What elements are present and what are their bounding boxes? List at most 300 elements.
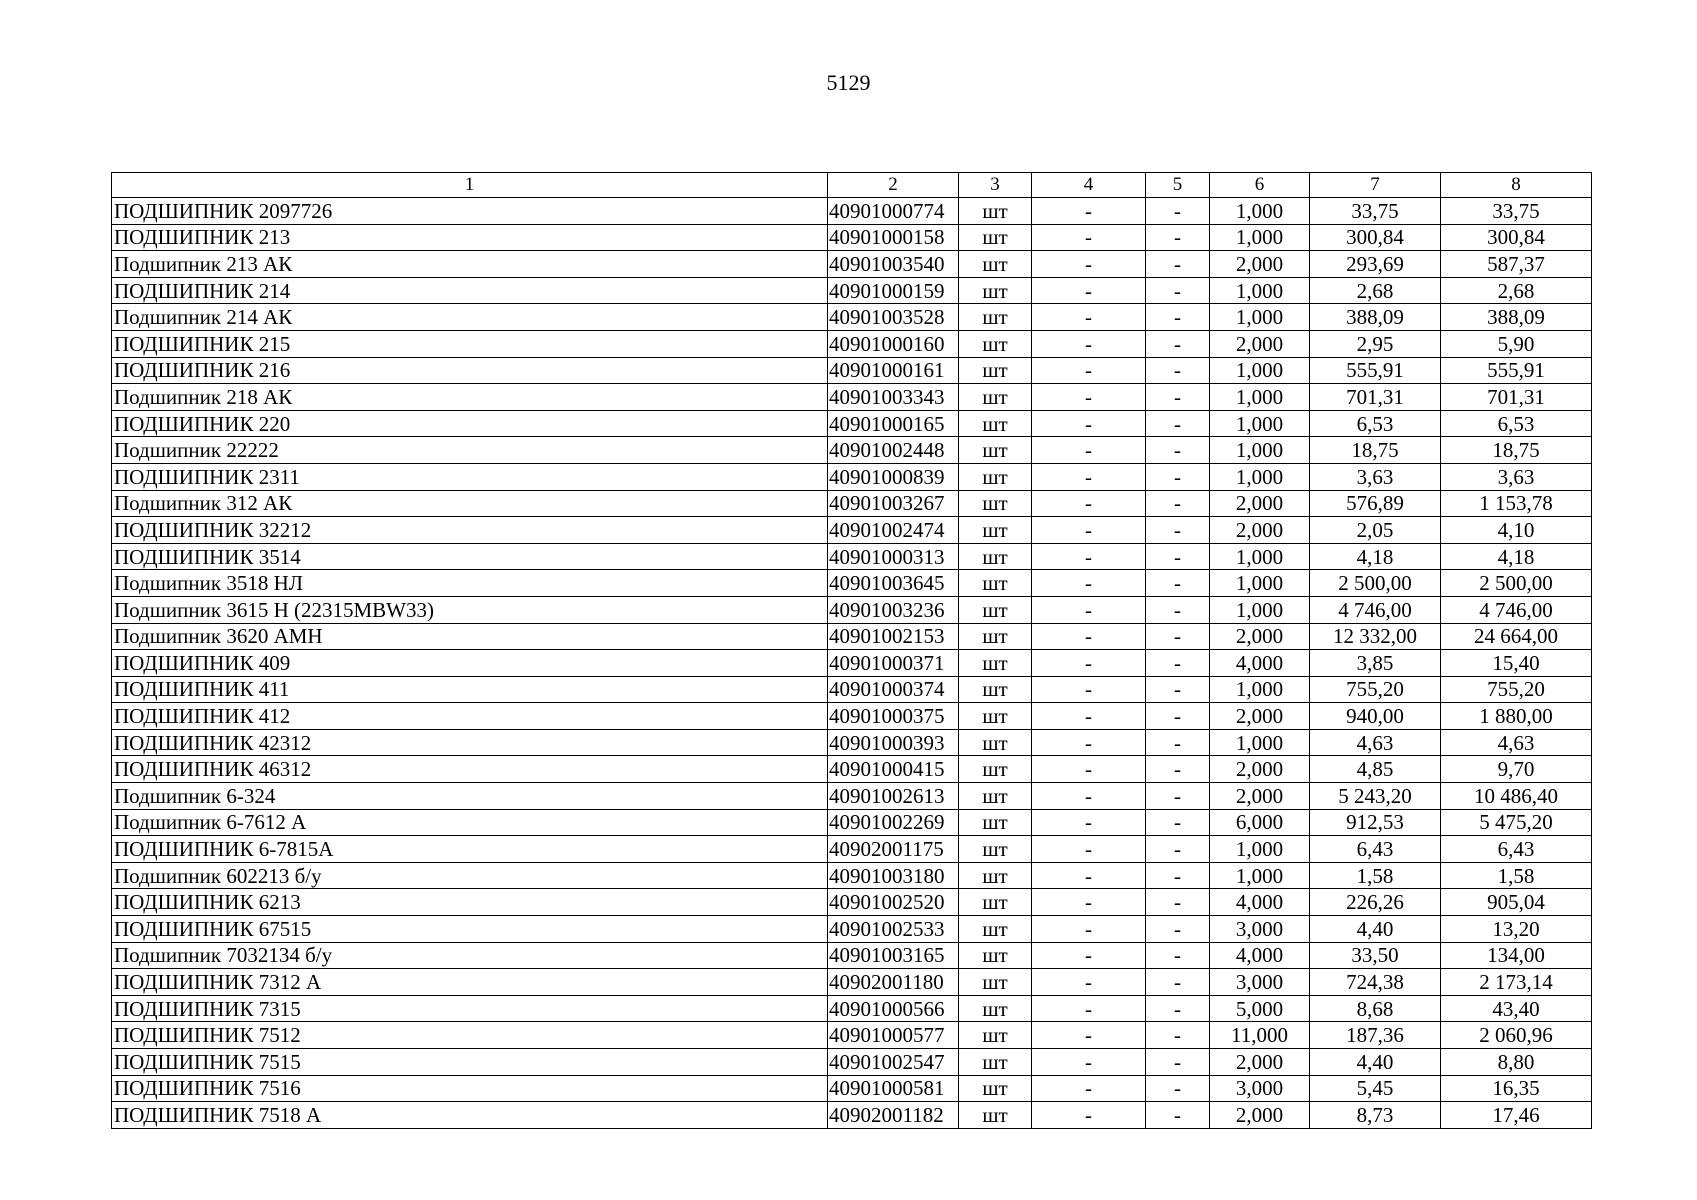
price-cell: 8,73	[1310, 1102, 1441, 1129]
item-code-cell: 40901003180	[828, 862, 959, 889]
sum-cell: 5 475,20	[1441, 809, 1592, 836]
price-cell: 2,68	[1310, 277, 1441, 304]
table-row	[112, 623, 1592, 650]
unit-cell: шт	[959, 969, 1032, 996]
table-row	[112, 517, 1592, 544]
column-header: 4	[1032, 173, 1146, 198]
unit-cell: шт	[959, 277, 1032, 304]
column-5-cell: -	[1146, 437, 1210, 464]
item-code-cell: 40901003236	[828, 596, 959, 623]
quantity-cell: 6,000	[1210, 809, 1310, 836]
column-5-cell: -	[1146, 729, 1210, 756]
price-cell: 2,95	[1310, 330, 1441, 357]
price-cell: 5 243,20	[1310, 783, 1441, 810]
quantity-cell: 1,000	[1210, 862, 1310, 889]
price-cell: 4,85	[1310, 756, 1441, 783]
item-name-cell: ПОДШИПНИК 409	[112, 650, 828, 677]
column-5-cell: -	[1146, 463, 1210, 490]
item-name-cell: ПОДШИПНИК 32212	[112, 517, 828, 544]
item-name-cell: Подшипник 214 АК	[112, 304, 828, 331]
table-row	[112, 570, 1592, 597]
price-cell: 701,31	[1310, 384, 1441, 411]
column-5-cell: -	[1146, 650, 1210, 677]
item-code-cell: 40901000313	[828, 543, 959, 570]
page-number: 5129	[826, 70, 871, 95]
column-4-cell: -	[1032, 889, 1146, 916]
price-cell: 18,75	[1310, 437, 1441, 464]
quantity-cell: 2,000	[1210, 1049, 1310, 1076]
table-row	[112, 437, 1592, 464]
column-5-cell: -	[1146, 809, 1210, 836]
item-name-cell: ПОДШИПНИК 7516	[112, 1075, 828, 1102]
column-header: 3	[959, 173, 1032, 198]
column-4-cell: -	[1032, 916, 1146, 943]
table-row	[112, 969, 1592, 996]
item-code-cell: 40901000375	[828, 703, 959, 730]
column-5-cell: -	[1146, 330, 1210, 357]
sum-cell: 6,43	[1441, 836, 1592, 863]
unit-cell: шт	[959, 1102, 1032, 1129]
quantity-cell: 2,000	[1210, 517, 1310, 544]
sum-cell: 587,37	[1441, 251, 1592, 278]
sum-cell: 755,20	[1441, 676, 1592, 703]
column-5-cell: -	[1146, 756, 1210, 783]
unit-cell: шт	[959, 304, 1032, 331]
price-cell: 8,68	[1310, 995, 1441, 1022]
unit-cell: шт	[959, 1075, 1032, 1102]
price-cell: 6,53	[1310, 410, 1441, 437]
sum-cell: 2 060,96	[1441, 1022, 1592, 1049]
item-code-cell: 40901002533	[828, 916, 959, 943]
unit-cell: шт	[959, 596, 1032, 623]
quantity-cell: 5,000	[1210, 995, 1310, 1022]
item-name-cell: Подшипник 6-7612 А	[112, 809, 828, 836]
price-cell: 4,40	[1310, 916, 1441, 943]
sum-cell: 18,75	[1441, 437, 1592, 464]
item-name-cell: ПОДШИПНИК 220	[112, 410, 828, 437]
column-5-cell: -	[1146, 836, 1210, 863]
column-4-cell: -	[1032, 783, 1146, 810]
column-5-cell: -	[1146, 277, 1210, 304]
column-4-cell: -	[1032, 862, 1146, 889]
column-header: 7	[1310, 173, 1441, 198]
price-cell: 4,18	[1310, 543, 1441, 570]
price-cell: 4 746,00	[1310, 596, 1441, 623]
table-row	[112, 916, 1592, 943]
unit-cell: шт	[959, 463, 1032, 490]
quantity-cell: 2,000	[1210, 623, 1310, 650]
column-4-cell: -	[1032, 703, 1146, 730]
column-5-cell: -	[1146, 703, 1210, 730]
column-5-cell: -	[1146, 676, 1210, 703]
table-row	[112, 995, 1592, 1022]
column-4-cell: -	[1032, 437, 1146, 464]
unit-cell: шт	[959, 756, 1032, 783]
column-4-cell: -	[1032, 596, 1146, 623]
column-4-cell: -	[1032, 330, 1146, 357]
unit-cell: шт	[959, 517, 1032, 544]
inventory-table	[111, 172, 1592, 1129]
price-cell: 5,45	[1310, 1075, 1441, 1102]
item-name-cell: ПОДШИПНИК 6213	[112, 889, 828, 916]
sum-cell: 1 153,78	[1441, 490, 1592, 517]
price-cell: 555,91	[1310, 357, 1441, 384]
item-code-cell: 40901002613	[828, 783, 959, 810]
table-row	[112, 251, 1592, 278]
table-row	[112, 862, 1592, 889]
quantity-cell: 2,000	[1210, 1102, 1310, 1129]
sum-cell: 17,46	[1441, 1102, 1592, 1129]
sum-cell: 6,53	[1441, 410, 1592, 437]
item-code-cell: 40901000161	[828, 357, 959, 384]
item-code-cell: 40901002448	[828, 437, 959, 464]
price-cell: 3,85	[1310, 650, 1441, 677]
column-5-cell: -	[1146, 916, 1210, 943]
item-code-cell: 40902001180	[828, 969, 959, 996]
column-4-cell: -	[1032, 995, 1146, 1022]
table-row	[112, 650, 1592, 677]
table-row	[112, 224, 1592, 251]
quantity-cell: 2,000	[1210, 330, 1310, 357]
quantity-cell: 2,000	[1210, 490, 1310, 517]
price-cell: 940,00	[1310, 703, 1441, 730]
quantity-cell: 1,000	[1210, 304, 1310, 331]
quantity-cell: 1,000	[1210, 729, 1310, 756]
table-row	[112, 490, 1592, 517]
column-4-cell: -	[1032, 676, 1146, 703]
table-row	[112, 809, 1592, 836]
column-4-cell: -	[1032, 224, 1146, 251]
table-row	[112, 1102, 1592, 1129]
table-row	[112, 277, 1592, 304]
quantity-cell: 2,000	[1210, 756, 1310, 783]
unit-cell: шт	[959, 437, 1032, 464]
quantity-cell: 1,000	[1210, 836, 1310, 863]
table-row	[112, 410, 1592, 437]
price-cell: 12 332,00	[1310, 623, 1441, 650]
item-name-cell: ПОДШИПНИК 412	[112, 703, 828, 730]
quantity-cell: 3,000	[1210, 1075, 1310, 1102]
item-code-cell: 40901002269	[828, 809, 959, 836]
item-code-cell: 40901000371	[828, 650, 959, 677]
table-row	[112, 703, 1592, 730]
column-4-cell: -	[1032, 809, 1146, 836]
column-4-cell: -	[1032, 729, 1146, 756]
quantity-cell: 3,000	[1210, 916, 1310, 943]
item-code-cell: 40901000566	[828, 995, 959, 1022]
table-row	[112, 596, 1592, 623]
item-name-cell: Подшипник 3518 НЛ	[112, 570, 828, 597]
column-4-cell: -	[1032, 277, 1146, 304]
quantity-cell: 1,000	[1210, 570, 1310, 597]
price-cell: 724,38	[1310, 969, 1441, 996]
item-code-cell: 40901002547	[828, 1049, 959, 1076]
column-4-cell: -	[1032, 198, 1146, 225]
column-5-cell: -	[1146, 251, 1210, 278]
sum-cell: 16,35	[1441, 1075, 1592, 1102]
column-4-cell: -	[1032, 836, 1146, 863]
unit-cell: шт	[959, 942, 1032, 969]
price-cell: 33,50	[1310, 942, 1441, 969]
item-code-cell: 40901003267	[828, 490, 959, 517]
unit-cell: шт	[959, 384, 1032, 411]
sum-cell: 3,63	[1441, 463, 1592, 490]
table-row	[112, 304, 1592, 331]
unit-cell: шт	[959, 783, 1032, 810]
column-5-cell: -	[1146, 995, 1210, 1022]
column-5-cell: -	[1146, 783, 1210, 810]
column-4-cell: -	[1032, 384, 1146, 411]
column-4-cell: -	[1032, 304, 1146, 331]
price-cell: 226,26	[1310, 889, 1441, 916]
table-row	[112, 783, 1592, 810]
column-header: 5	[1146, 173, 1210, 198]
item-name-cell: Подшипник 22222	[112, 437, 828, 464]
quantity-cell: 1,000	[1210, 463, 1310, 490]
column-5-cell: -	[1146, 942, 1210, 969]
sum-cell: 33,75	[1441, 198, 1592, 225]
table-row	[112, 463, 1592, 490]
column-header: 6	[1210, 173, 1310, 198]
unit-cell: шт	[959, 357, 1032, 384]
sum-cell: 2 500,00	[1441, 570, 1592, 597]
price-cell: 300,84	[1310, 224, 1441, 251]
sum-cell: 4,63	[1441, 729, 1592, 756]
column-header: 1	[112, 173, 828, 198]
column-4-cell: -	[1032, 1075, 1146, 1102]
quantity-cell: 2,000	[1210, 251, 1310, 278]
item-name-cell: ПОДШИПНИК 46312	[112, 756, 828, 783]
unit-cell: шт	[959, 729, 1032, 756]
column-5-cell: -	[1146, 1022, 1210, 1049]
unit-cell: шт	[959, 650, 1032, 677]
unit-cell: шт	[959, 623, 1032, 650]
table-row	[112, 836, 1592, 863]
price-cell: 3,63	[1310, 463, 1441, 490]
column-4-cell: -	[1032, 357, 1146, 384]
column-4-cell: -	[1032, 942, 1146, 969]
item-name-cell: ПОДШИПНИК 7518 А	[112, 1102, 828, 1129]
table-row	[112, 330, 1592, 357]
item-code-cell: 40901003645	[828, 570, 959, 597]
item-name-cell: Подшипник 218 АК	[112, 384, 828, 411]
item-name-cell: Подшипник 312 АК	[112, 490, 828, 517]
item-name-cell: ПОДШИПНИК 7312 А	[112, 969, 828, 996]
sum-cell: 13,20	[1441, 916, 1592, 943]
table-row	[112, 384, 1592, 411]
column-4-cell: -	[1032, 623, 1146, 650]
column-5-cell: -	[1146, 1075, 1210, 1102]
item-code-cell: 40901000393	[828, 729, 959, 756]
sum-cell: 8,80	[1441, 1049, 1592, 1076]
item-code-cell: 40901000158	[828, 224, 959, 251]
quantity-cell: 1,000	[1210, 437, 1310, 464]
unit-cell: шт	[959, 570, 1032, 597]
unit-cell: шт	[959, 251, 1032, 278]
quantity-cell: 1,000	[1210, 277, 1310, 304]
item-name-cell: ПОДШИПНИК 3514	[112, 543, 828, 570]
sum-cell: 555,91	[1441, 357, 1592, 384]
column-4-cell: -	[1032, 410, 1146, 437]
table-row	[112, 942, 1592, 969]
item-code-cell: 40901003540	[828, 251, 959, 278]
column-4-cell: -	[1032, 543, 1146, 570]
table-row	[112, 543, 1592, 570]
unit-cell: шт	[959, 703, 1032, 730]
column-4-cell: -	[1032, 251, 1146, 278]
item-code-cell: 40901000415	[828, 756, 959, 783]
unit-cell: шт	[959, 836, 1032, 863]
column-4-cell: -	[1032, 1022, 1146, 1049]
table-row	[112, 357, 1592, 384]
price-cell: 2,05	[1310, 517, 1441, 544]
column-4-cell: -	[1032, 517, 1146, 544]
item-name-cell: ПОДШИПНИК 7315	[112, 995, 828, 1022]
table-row	[112, 198, 1592, 225]
unit-cell: шт	[959, 410, 1032, 437]
column-5-cell: -	[1146, 198, 1210, 225]
column-4-cell: -	[1032, 1049, 1146, 1076]
column-4-cell: -	[1032, 570, 1146, 597]
quantity-cell: 1,000	[1210, 676, 1310, 703]
item-name-cell: ПОДШИПНИК 7512	[112, 1022, 828, 1049]
price-cell: 912,53	[1310, 809, 1441, 836]
sum-cell: 24 664,00	[1441, 623, 1592, 650]
price-cell: 388,09	[1310, 304, 1441, 331]
unit-cell: шт	[959, 1022, 1032, 1049]
quantity-cell: 1,000	[1210, 357, 1310, 384]
column-5-cell: -	[1146, 224, 1210, 251]
price-cell: 2 500,00	[1310, 570, 1441, 597]
sum-cell: 5,90	[1441, 330, 1592, 357]
item-code-cell: 40901000159	[828, 277, 959, 304]
quantity-cell: 11,000	[1210, 1022, 1310, 1049]
sum-cell: 4 746,00	[1441, 596, 1592, 623]
quantity-cell: 1,000	[1210, 198, 1310, 225]
item-name-cell: Подшипник 6-324	[112, 783, 828, 810]
table-row	[112, 676, 1592, 703]
column-5-cell: -	[1146, 490, 1210, 517]
table-row	[112, 729, 1592, 756]
table-row	[112, 1049, 1592, 1076]
item-name-cell: ПОДШИПНИК 2097726	[112, 198, 828, 225]
sum-cell: 1 880,00	[1441, 703, 1592, 730]
unit-cell: шт	[959, 1049, 1032, 1076]
column-5-cell: -	[1146, 862, 1210, 889]
item-name-cell: ПОДШИПНИК 67515	[112, 916, 828, 943]
table-row	[112, 1022, 1592, 1049]
item-code-cell: 40901003343	[828, 384, 959, 411]
item-name-cell: ПОДШИПНИК 42312	[112, 729, 828, 756]
item-code-cell: 40901000581	[828, 1075, 959, 1102]
unit-cell: шт	[959, 490, 1032, 517]
quantity-cell: 4,000	[1210, 650, 1310, 677]
item-name-cell: ПОДШИПНИК 216	[112, 357, 828, 384]
price-cell: 33,75	[1310, 198, 1441, 225]
column-5-cell: -	[1146, 357, 1210, 384]
item-name-cell: ПОДШИПНИК 213	[112, 224, 828, 251]
unit-cell: шт	[959, 889, 1032, 916]
item-name-cell: ПОДШИПНИК 6-7815А	[112, 836, 828, 863]
price-cell: 4,40	[1310, 1049, 1441, 1076]
price-cell: 293,69	[1310, 251, 1441, 278]
item-code-cell: 40901003528	[828, 304, 959, 331]
item-code-cell: 40901000839	[828, 463, 959, 490]
column-header: 8	[1441, 173, 1592, 198]
quantity-cell: 1,000	[1210, 224, 1310, 251]
price-cell: 1,58	[1310, 862, 1441, 889]
table-row	[112, 1075, 1592, 1102]
table-row	[112, 889, 1592, 916]
item-name-cell: ПОДШИПНИК 215	[112, 330, 828, 357]
column-header: 2	[828, 173, 959, 198]
sum-cell: 905,04	[1441, 889, 1592, 916]
item-name-cell: Подшипник 7032134 б/у	[112, 942, 828, 969]
column-5-cell: -	[1146, 304, 1210, 331]
unit-cell: шт	[959, 916, 1032, 943]
quantity-cell: 4,000	[1210, 942, 1310, 969]
quantity-cell: 3,000	[1210, 969, 1310, 996]
column-5-cell: -	[1146, 889, 1210, 916]
unit-cell: шт	[959, 995, 1032, 1022]
item-code-cell: 40901002520	[828, 889, 959, 916]
table-row	[112, 756, 1592, 783]
column-5-cell: -	[1146, 623, 1210, 650]
table-body	[112, 198, 1592, 1129]
price-cell: 755,20	[1310, 676, 1441, 703]
price-cell: 6,43	[1310, 836, 1441, 863]
column-5-cell: -	[1146, 969, 1210, 996]
unit-cell: шт	[959, 330, 1032, 357]
item-name-cell: ПОДШИПНИК 2311	[112, 463, 828, 490]
quantity-cell: 4,000	[1210, 889, 1310, 916]
unit-cell: шт	[959, 224, 1032, 251]
column-4-cell: -	[1032, 650, 1146, 677]
item-code-cell: 40901002474	[828, 517, 959, 544]
unit-cell: шт	[959, 676, 1032, 703]
column-5-cell: -	[1146, 384, 1210, 411]
sum-cell: 43,40	[1441, 995, 1592, 1022]
item-name-cell: ПОДШИПНИК 411	[112, 676, 828, 703]
item-name-cell: Подшипник 602213 б/у	[112, 862, 828, 889]
sum-cell: 2 173,14	[1441, 969, 1592, 996]
unit-cell: шт	[959, 198, 1032, 225]
column-4-cell: -	[1032, 756, 1146, 783]
sum-cell: 388,09	[1441, 304, 1592, 331]
item-code-cell: 40902001182	[828, 1102, 959, 1129]
column-4-cell: -	[1032, 1102, 1146, 1129]
quantity-cell: 1,000	[1210, 543, 1310, 570]
sum-cell: 1,58	[1441, 862, 1592, 889]
item-code-cell: 40902001175	[828, 836, 959, 863]
column-5-cell: -	[1146, 410, 1210, 437]
item-code-cell: 40901002153	[828, 623, 959, 650]
sum-cell: 4,18	[1441, 543, 1592, 570]
column-5-cell: -	[1146, 596, 1210, 623]
quantity-cell: 2,000	[1210, 783, 1310, 810]
item-name-cell: Подшипник 213 АК	[112, 251, 828, 278]
column-5-cell: -	[1146, 517, 1210, 544]
header-row	[112, 173, 1592, 198]
sum-cell: 15,40	[1441, 650, 1592, 677]
quantity-cell: 1,000	[1210, 384, 1310, 411]
item-code-cell: 40901003165	[828, 942, 959, 969]
sum-cell: 9,70	[1441, 756, 1592, 783]
unit-cell: шт	[959, 862, 1032, 889]
item-name-cell: Подшипник 3615 Н (22315MBW33)	[112, 596, 828, 623]
sum-cell: 4,10	[1441, 517, 1592, 544]
quantity-cell: 2,000	[1210, 703, 1310, 730]
